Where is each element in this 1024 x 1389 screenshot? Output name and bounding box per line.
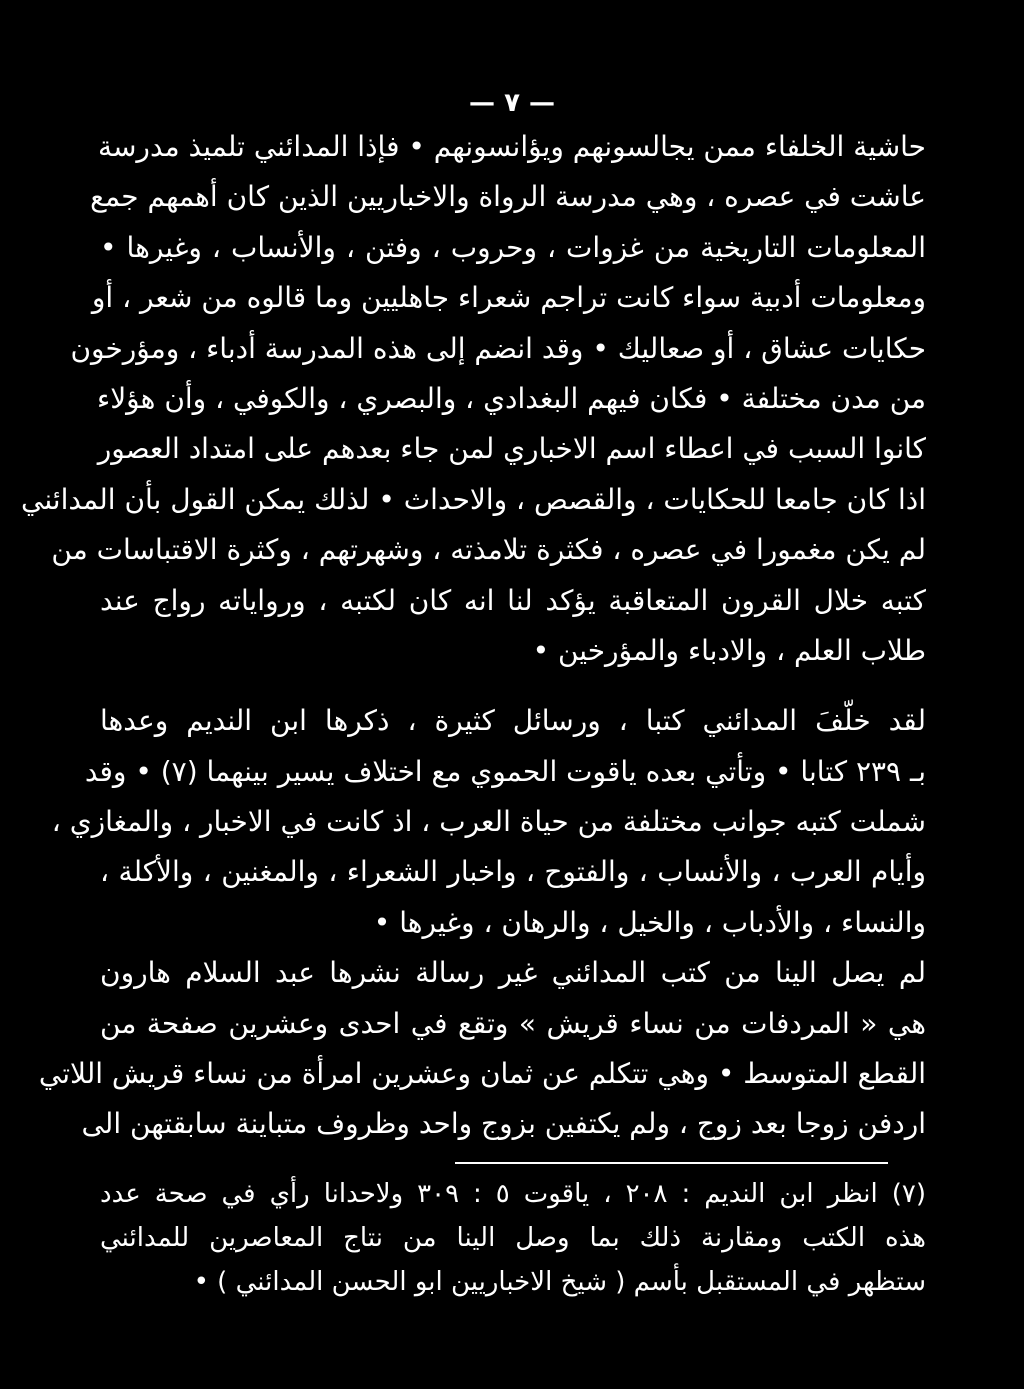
text-line: لقد خلّفَ المدائني كتبا ، ورسائل كثيرة ، ذكرها ابن النديم وعدها <box>100 704 926 738</box>
text-line: اردفن زوجا بعد زوج ، ولم يكتفين بزوج واحد وظروف متباينة سابقتهن الى <box>81 1107 926 1141</box>
text-line: القطع المتوسط • وهي تتكلم عن ثمان وعشرين امرأة من نساء قريش اللاتي <box>38 1057 926 1091</box>
text-line: هي « المردفات من نساء قريش » وتقع في احدى وعشرين صفحة من <box>100 1006 926 1040</box>
text-line: والنساء ، والأدباب ، والخيل ، والرهان ، وغيرها • <box>373 905 926 939</box>
text-line: عاشت في عصره ، وهي مدرسة الرواة والاخباريين الذين كان أهمهم جمع <box>90 180 926 214</box>
footnotes <box>100 1172 926 1304</box>
footnote-line: (٧) انظر ابن النديم : ٢٠٨ ، ياقوت ٥ : ٣٠٩ ولاحدانا رأي في صحة عدد <box>100 1179 926 1209</box>
text-line: لم يكن مغمورا في عصره ، فكثرة تلامذته ، وشهرتهم ، وكثرة الاقتباسات من <box>51 533 926 567</box>
text-line: حاشية الخلفاء ممن يجالسونهم ويؤانسونهم • فإذا المدائني تلميذ مدرسة <box>97 130 926 163</box>
text-line: المعلومات التاريخية من غزوات ، وحروب ، وفتن ، والأنساب ، وغيرها • <box>100 230 926 264</box>
text-line: كتبه خلال القرون المتعاقبة يؤكد لنا انه كان لكتبه ، ورواياته رواج عند <box>100 583 926 617</box>
text-line: حكايات عشاق ، أو صعاليك • وقد انضم إلى هذه المدرسة أدباء ، ومؤرخون <box>70 331 926 365</box>
text-line: ومعلومات أدبية سواء كانت تراجم شعراء جاهليين وما قالوه من شعر ، أو <box>91 281 926 315</box>
body-text <box>20 122 926 1150</box>
footnote-divider <box>455 1162 888 1164</box>
paragraph-2 <box>51 696 926 948</box>
text-line: كانوا السبب في اعطاء اسم الاخباري لمن جاء بعدهم على امتداد العصور <box>97 432 926 466</box>
text-line: لم يصل الينا من كتب المدائني غير رسالة نشرها عبد السلام هارون <box>100 956 926 990</box>
page-number: — ٧ — <box>469 88 555 118</box>
paragraph-3 <box>38 948 926 1150</box>
text-line: وأيام العرب ، والأنساب ، والفتوح ، واخبار الشعراء ، والمغنين ، والأكلة ، <box>100 855 926 889</box>
text-line: من مدن مختلفة • فكان فيهم البغدادي ، والبصري ، والكوفي ، وأن هؤلاء <box>97 381 926 415</box>
footnote-line: هذه الكتب ومقارنة ذلك بما وصل الينا من نتاج المعاصرين للمدائني <box>100 1223 926 1253</box>
text-line: بـ ٢٣٩ كتابا • وتأتي بعده ياقوت الحموي مع اختلاف يسير بينهما (٧) • وقد <box>84 754 926 788</box>
paragraph-gap <box>100 676 926 696</box>
footnote-line: ستظهر في المستقبل بأسم ( شيخ الاخباريين ابو الحسن المدائني ) • <box>193 1267 926 1297</box>
paragraph-1 <box>20 122 926 676</box>
text-line: طلاب العلم ، والادباء والمؤرخين • <box>532 633 926 667</box>
text-line: شملت كتبه جوانب مختلفة من حياة العرب ، اذ كانت في الاخبار ، والمغازي ، <box>51 805 926 839</box>
text-line: اذا كان جامعا للحكايات ، والقصص ، والاحداث • لذلك يمكن القول بأن المدائني <box>20 482 926 516</box>
